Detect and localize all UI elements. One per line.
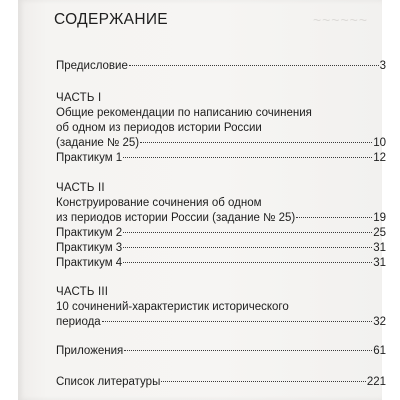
part1-title-line1: Общие рекомендации по написанию сочинения — [56, 107, 312, 119]
toc-entry-label: Список литературы — [56, 376, 161, 388]
part3-heading: ЧАСТЬ III — [56, 286, 109, 298]
toc-entry-label: (задание № 25) — [56, 137, 140, 149]
dot-leader — [123, 157, 372, 158]
toc-entry-practicum-4 — [56, 255, 386, 271]
dot-leader — [296, 217, 372, 218]
toc-entry-label: Приложения — [56, 345, 124, 357]
toc-entry-page: 61 — [373, 345, 386, 357]
toc-entry-label: Практикум 4 — [56, 257, 123, 269]
part2-title-line1: Конструирование сочинения об одном — [56, 197, 262, 209]
toc-entry-page: 10 — [373, 137, 386, 149]
part3-title-line1: 10 сочинений-характеристик исторического — [56, 301, 289, 313]
toc-entry-label: периода — [56, 316, 101, 328]
toc-entry-part1 — [56, 135, 386, 151]
part1-heading: ЧАСТЬ I — [56, 92, 102, 104]
toc-entry-practicum-2 — [56, 225, 386, 241]
toc-entry-appendix — [56, 343, 386, 359]
part2-heading: ЧАСТЬ II — [56, 182, 105, 194]
toc-entry-label: Предисловие — [56, 60, 128, 72]
toc-entry-label: Практикум 2 — [56, 227, 123, 239]
toc-entry-page: 31 — [373, 257, 386, 269]
toc-entry-page: 3 — [379, 60, 386, 72]
toc-entry-part2 — [56, 210, 386, 226]
toc-entry-label: Практикум 1 — [56, 152, 123, 164]
toc-entry-page: 19 — [373, 212, 386, 224]
toc-entry-page: 32 — [373, 316, 386, 328]
toc-entry-label: Практикум 3 — [56, 242, 123, 254]
toc-entry-preface — [56, 58, 386, 74]
toc-entry-page: 12 — [373, 152, 386, 164]
dot-leader — [102, 321, 373, 322]
dot-leader — [123, 232, 372, 233]
toc-entry-label: из периодов истории России (задание № 25) — [56, 212, 296, 224]
toc-entry-page: 31 — [373, 242, 386, 254]
toc-title: СОДЕРЖАНИЕ — [54, 11, 168, 28]
toc-entry-part3 — [56, 314, 386, 330]
book-page — [18, 0, 386, 400]
toc-entry-bibliography — [56, 374, 386, 390]
dot-leader — [123, 262, 372, 263]
show-through-text: ~~~~~~ — [312, 12, 368, 28]
toc-entry-page: 221 — [366, 376, 386, 388]
dot-leader — [124, 350, 372, 351]
toc-entry-practicum-1 — [56, 150, 386, 166]
dot-leader — [140, 142, 372, 143]
dot-leader — [161, 381, 365, 382]
toc-entry-practicum-3 — [56, 240, 386, 256]
part1-title-line2: об одном из периодов истории России — [56, 122, 262, 134]
toc-entry-page: 25 — [373, 227, 386, 239]
dot-leader — [129, 65, 379, 66]
dot-leader — [123, 247, 372, 248]
